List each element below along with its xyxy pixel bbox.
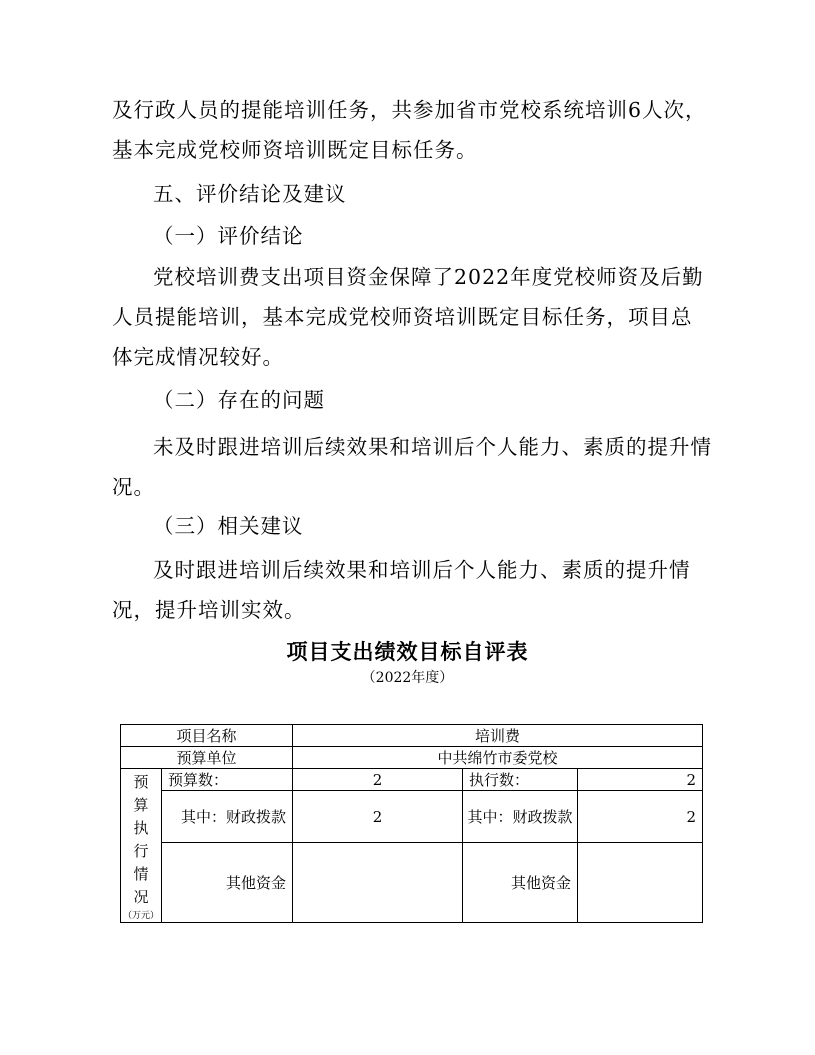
project-name-value: 培训费: [293, 725, 703, 747]
paragraph-existing-problems: 未及时跟进培训后续效果和培训后个人能力、素质的提升情况。: [112, 435, 712, 499]
paragraph-suggestions: 及时跟进培训后续效果和培训后个人能力、素质的提升情况，提升培训实效。: [112, 558, 691, 622]
side-label-char: 算: [133, 796, 149, 814]
finance-budget-value: 2: [293, 791, 463, 843]
subheading-suggestions: （三）相关建议: [153, 514, 304, 538]
finance-exec-label: 其中：财政拨款: [463, 791, 578, 843]
side-label-char: 行: [133, 842, 149, 860]
table-row: [121, 769, 703, 791]
performance-evaluation-table: [120, 724, 703, 923]
table-row: [121, 747, 703, 769]
budget-unit-value: 中共绵竹市委党校: [293, 747, 703, 769]
table-row: [121, 725, 703, 747]
side-label-char: 执: [133, 819, 149, 837]
execution-amount-label: 执行数：: [463, 769, 578, 791]
budget-amount-value: 2: [293, 769, 463, 791]
subheading-evaluation-conclusion: （一）评价结论: [153, 224, 304, 248]
table-subtitle: （2022年度）: [361, 670, 454, 686]
other-funds-exec-label: 其他资金: [463, 843, 578, 923]
side-label-char: 预: [133, 773, 149, 791]
paragraph-training-summary: 及行政人员的提能培训任务，共参加省市党校系统培训6人次，基本完成党校师资培训既定目标任务。: [112, 98, 707, 162]
paragraph-evaluation-conclusion: 党校培训费支出项目资金保障了2022年度党校师资及后勤人员提能培训，基本完成党校师资培训既定目标任务，项目总体完成情况较好。: [112, 265, 704, 369]
other-funds-budget-label: 其他资金: [162, 843, 293, 923]
side-label-char: 情: [133, 865, 149, 883]
budget-unit-label: 预算单位: [121, 747, 293, 769]
finance-exec-value: 2: [578, 791, 703, 843]
project-name-label: 项目名称: [121, 725, 293, 747]
subheading-existing-problems: （二）存在的问题: [153, 388, 325, 412]
execution-amount-value: 2: [578, 769, 703, 791]
side-label-char: 况: [133, 888, 149, 906]
other-funds-budget-value: [293, 843, 463, 923]
table-row: [121, 791, 703, 843]
table-title: 项目支出绩效目标自评表: [286, 640, 529, 664]
other-funds-exec-value: [578, 843, 703, 923]
budget-amount-label: 预算数：: [162, 769, 293, 791]
side-label-unit: （万元）: [122, 911, 159, 921]
table-row: [121, 843, 703, 923]
finance-budget-label: 其中：财政拨款: [162, 791, 293, 843]
budget-execution-side-label: [121, 769, 162, 923]
section-heading-conclusions: 五、评价结论及建议: [153, 182, 347, 206]
